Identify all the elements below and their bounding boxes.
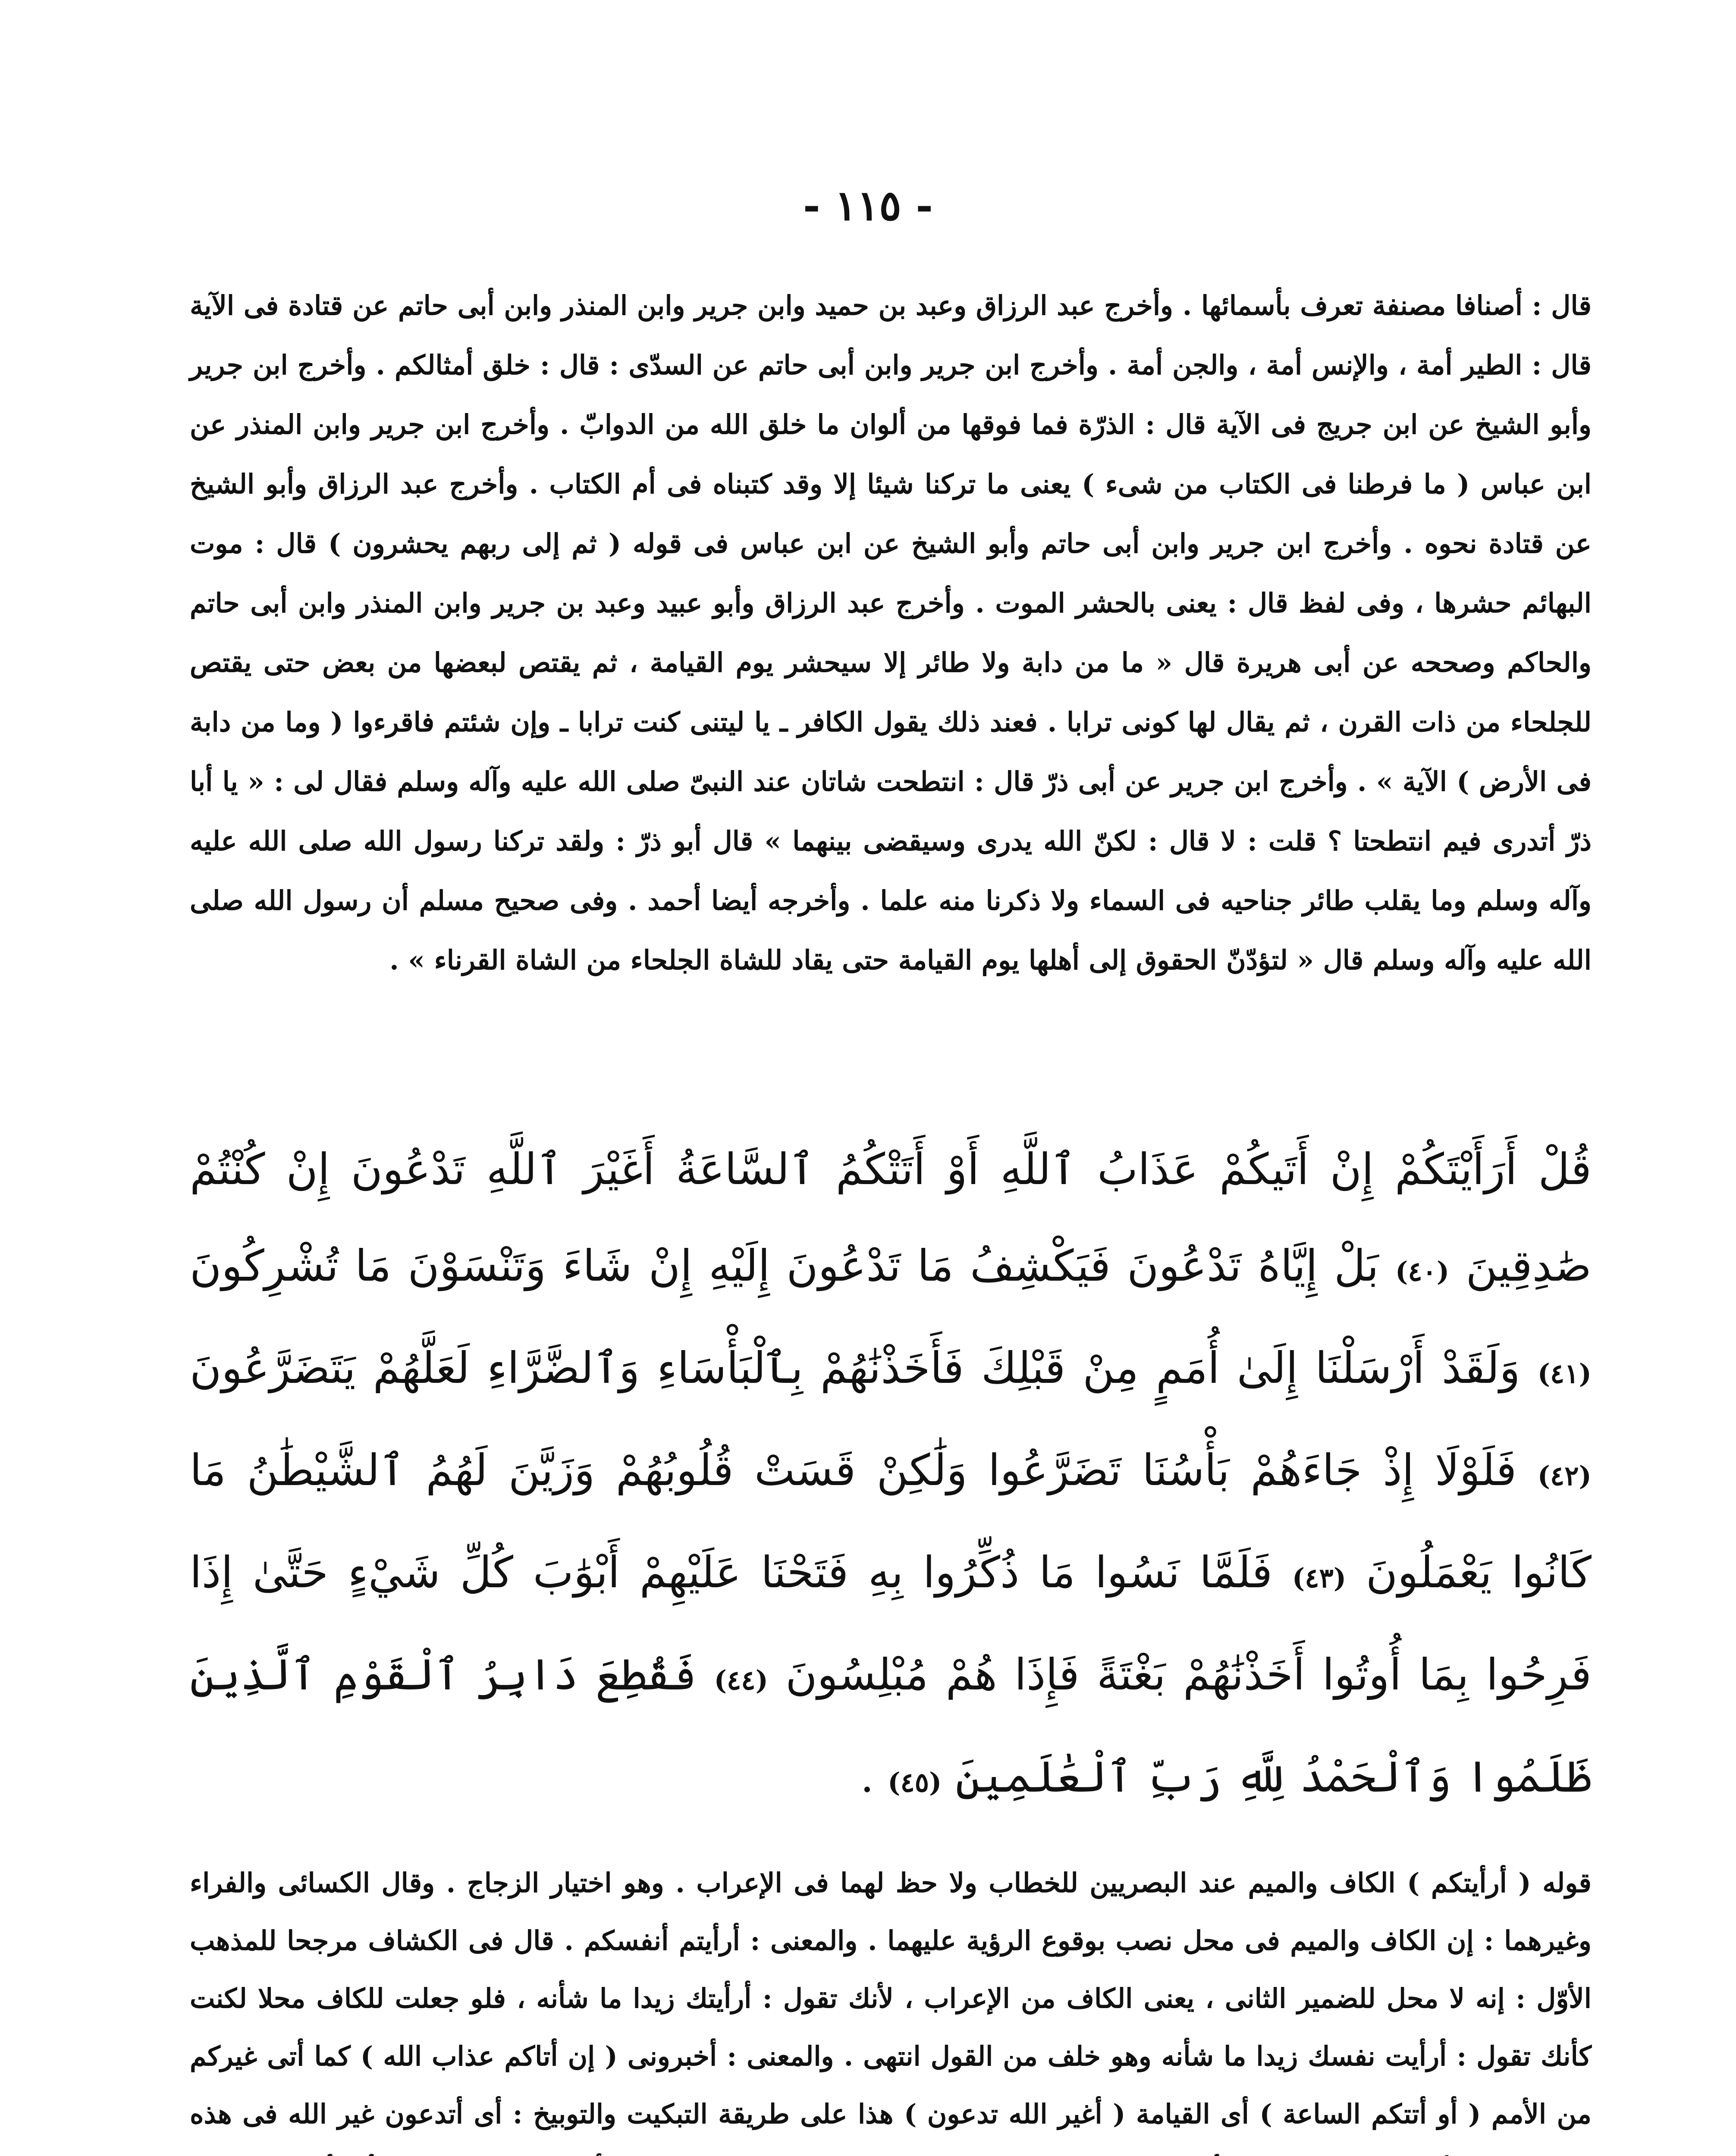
quran-end-mark: . <box>860 1752 888 1802</box>
page-number: - ١١٥ - <box>803 181 933 230</box>
ayah-40-number: (٤٠) <box>1395 1256 1450 1287</box>
ayah-43-number: (٤٣) <box>1292 1562 1347 1594</box>
ayah-44-text: فَلَمَّا نَسُوا مَا ذُكِّرُوا بِهِ فَتَحْنَا عَلَيْهِمْ أَبْوَٰبَ كُلِّ شَيْءٍ حَتَّىٰ إِذَا فَرِحُوا بِمَا أُوتُوا أَخَذْنَٰهُمْ بَغْتَةً فَإِذَا هُمْ مُبْلِسُونَ <box>190 1547 1592 1700</box>
commentary-bottom-paragraph: قوله ( أرأيتكم ) الكاف والميم عند البصريين للخطاب ولا حظ لهما فى الإعراب . وهو اختيار الزجاج . وقال الكسائى والفراء وغيرهما : إن الكاف والميم فى محل نصب بوقوع الرؤية عليهما . والمعنى : أرأيتم أنفسكم . قال فى الكشاف مرجحا للمذهب الأوّل : إنه لا محل للضمير الثانى ، يعنى الكاف من الإعراب ، لأنك تقول : أرأيتك زيدا ما شأنه ، فلو جعلت للكاف محلا لكنت كأنك تقول : أرأيت نفسك زيدا ما شأنه وهو خلف من القول انتهى . والمعنى : أخبرونى ( إن أتاكم عذاب الله ) كما أتى غيركم من الأمم ( أو أتتكم الساعة ) أى القيامة ( أغير الله تدعون ) هذا على طريقة التبكيت والتوبيخ : أى أتدعون غير الله فى هذه <box>190 1867 1592 2130</box>
quran-verses <box>190 1121 1592 1820</box>
quran-paragraph <box>190 1121 1592 1831</box>
ayah-41-text: بَلْ إِيَّاهُ تَدْعُونَ فَيَكْشِفُ مَا تَدْعُونَ إِلَيْهِ إِنْ شَاءَ وَتَنْسَوْنَ مَا تُشْرِكُونَ <box>190 1241 1379 1291</box>
ayah-45-text: فَقُطِعَ دَابِرُ ٱلْقَوْمِ ٱلَّذِينَ ظَلَمُوا وَٱلْحَمْدُ لِلَّهِ رَبِّ ٱلْعَٰلَمِينَ <box>190 1649 1592 1802</box>
commentary-top <box>190 276 1592 1138</box>
ayah-42-number: (٤٢) <box>1537 1460 1592 1492</box>
ayah-45-number: (٤٥) <box>888 1767 942 1798</box>
ayah-44-number: (٤٤) <box>714 1664 768 1696</box>
ayah-42-text: وَلَقَدْ أَرْسَلْنَا إِلَىٰ أُمَمٍ مِنْ قَبْلِكَ فَأَخَذْنَٰهُمْ بِٱلْبَأْسَاءِ وَٱلضَّرَّاءِ لَعَلَّهُمْ يَتَضَرَّعُونَ <box>190 1343 1520 1393</box>
ayah-41-number: (٤١) <box>1537 1358 1592 1389</box>
commentary-top-paragraph: قال : أصنافا مصنفة تعرف بأسمائها . وأخرج عبد الرزاق وعبد بن حميد وابن جرير وابن المنذر وابن أبى حاتم عن قتادة فى الآية قال : الطير أمة ، والإنس أمة ، والجن أمة . وأخرج ابن جرير وابن أبى حاتم عن السدّى : قال : خلق أمثالكم . وأخرج ابن جرير وأبو الشيخ عن ابن جريج فى الآية قال : الذرّة فما فوقها من ألوان ما خلق الله من الدوابّ . وأخرج ابن جرير وابن المنذر عن ابن عباس ( ما فرطنا فى الكتاب من شىء ) يعنى ما تركنا شيئا إلا وقد كتبناه فى أم الكتاب . وأخرج عبد الرزاق وأبو الشيخ عن قتادة نحوه . وأخرج ابن جرير وابن أبى حاتم وأبو الشيخ عن ابن عباس فى قوله ( ثم إلى ربهم يحشرون ) قال : موت البهائم حشرها ، وفى لفظ قال : يعنى بالحشر الموت . وأخرج عبد الرزاق وأبو عبيد وعبد بن جرير وابن المنذر وابن أبى حاتم والحاكم وصححه عن أبى هريرة قال « ما من دابة ولا طائر إلا سيحشر يوم القيامة ، ثم يقتص لبعضها من بعض حتى يقتص للجلحاء من ذات القرن ، ثم يقال لها كونى ترابا . فعند ذلك يقول الكافر ـ يا ليتنى كنت ترابا ـ وإن شئتم فاقرءوا ( وما من دابة فى الأرض ) الآية » . وأخرج ابن جرير عن أبى ذرّ قال : انتطحت شاتان عند النبىّ صلى الله عليه وآله وسلم فقال لى : « يا أبا ذرّ أتدرى فيم انتطحتا ؟ قلت : لا قال : لكنّ الله يدرى وسيقضى بينهما » قال أبو ذرّ : ولقد تركنا رسول الله صلى الله عليه وآله وسلم وما يقلب طائر جناحيه فى السماء ولا ذكرنا منه علما . وأخرجه أيضا أحمد . وفى صحيح مسلم أن رسول الله صلى الله عليه وآله وسلم قال « لتؤدّنّ الحقوق إلى أهلها يوم القيامة حتى يقاد للشاة الجلحاء من الشاة القرناء » . <box>190 290 1592 976</box>
ayah-40-text: قُلْ أَرَأَيْتَكُمْ إِنْ أَتَيكُمْ عَذَابُ ٱللَّهِ أَوْ أَتَتْكُمُ ٱلسَّاعَةُ أَغَيْرَ ٱللَّهِ تَدْعُونَ إِنْ كُنْتُمْ صَٰدِقِينَ <box>190 1144 1592 1291</box>
commentary-bottom <box>190 1854 1592 2156</box>
ayah-43-text: فَلَوْلَا إِذْ جَاءَهُمْ بَأْسُنَا تَضَرَّعُوا وَلَٰكِنْ قَسَتْ قُلُوبُهُمْ وَزَيَّنَ لَهُمُ ٱلشَّيْطَٰنُ مَا كَانُوا يَعْمَلُونَ <box>190 1445 1592 1598</box>
